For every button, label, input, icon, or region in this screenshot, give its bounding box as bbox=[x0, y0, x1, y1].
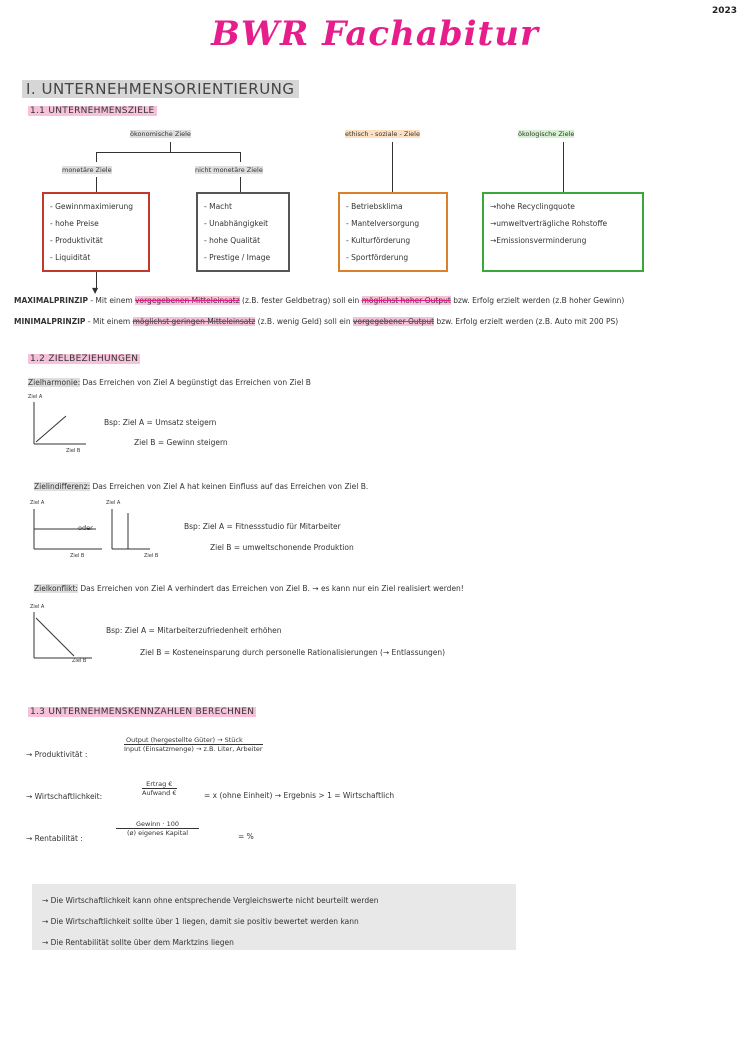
zielindifferenz-bsp: Bsp: Ziel A = Fitnessstudio für Mitarbeiter bbox=[184, 522, 341, 531]
zielindifferenz-label: Zielindifferenz: bbox=[34, 482, 91, 491]
graph-harmonie bbox=[24, 396, 94, 458]
list-item: - Mantelversorgung bbox=[346, 215, 440, 232]
zielkonflikt-label: Zielkonflikt: bbox=[34, 584, 78, 593]
rentabilitaet-label: → Rentabilität : bbox=[26, 834, 83, 843]
note-item: → Die Rentabilität sollte über dem Marktzins liegen bbox=[42, 932, 506, 953]
tree-line bbox=[392, 142, 393, 192]
note-item: → Die Wirtschaftlichkeit sollte über 1 liegen, damit sie positiv bewertet werden kann bbox=[42, 911, 506, 932]
box-ethisch bbox=[338, 192, 448, 272]
label-ethisch-text: ethisch - soziale - Ziele bbox=[345, 130, 420, 138]
rentabilitaet-formula bbox=[116, 820, 199, 837]
minimalprinzip-text-d: vorgegebener Output bbox=[353, 317, 435, 326]
list-item: - Unabhängigkeit bbox=[204, 215, 282, 232]
rentabilitaet-numerator: Gewinn · 100 bbox=[116, 820, 199, 829]
axis-label-b: Ziel B bbox=[70, 553, 85, 559]
axis-label-b: Ziel B bbox=[144, 553, 159, 559]
zielkonflikt-text: Das Erreichen von Ziel A verhindert das Erreichen von Ziel B. → es kann nur ein Ziel realisiert werden! bbox=[80, 584, 464, 593]
label-oekologisch-text: ökologische Ziele bbox=[518, 130, 575, 138]
wirtschaftlichkeit-label: → Wirtschaftlichkeit: bbox=[26, 792, 103, 801]
axis-label-a: Ziel A bbox=[30, 500, 45, 506]
maximalprinzip-label: MAXIMALPRINZIP bbox=[14, 296, 88, 305]
tree-line bbox=[240, 152, 241, 162]
list-item: → Emissionsverminderung bbox=[490, 232, 636, 249]
list-item: - Prestige / Image bbox=[204, 249, 282, 266]
subsection-heading-relations-text: 1.2 ZIELBEZIEHUNGEN bbox=[30, 354, 139, 364]
produktivitaet-denominator: Input (Einsatzmenge) → z.B. Liter, Arbeiter bbox=[124, 745, 263, 753]
list-item: → hohe Recyclingquote bbox=[490, 198, 636, 215]
label-ethisch bbox=[345, 130, 420, 138]
subsection-heading-kennzahlen bbox=[28, 707, 256, 717]
list-item: - Betriebsklima bbox=[346, 198, 440, 215]
tree-line bbox=[96, 152, 97, 162]
maximalprinzip-text-e: bzw. Erfolg erzielt werden (z.B hoher Gewinn) bbox=[453, 296, 625, 305]
graph-indifferenz-2 bbox=[104, 505, 154, 555]
wirtschaftlichkeit-result: = x (ohne Einheit) → Ergebnis > 1 = Wirtschaftlich bbox=[204, 791, 395, 800]
tree-line bbox=[96, 152, 241, 153]
list-item: - Liquidität bbox=[50, 249, 142, 266]
rentabilitaet-denominator: (ø) eigenes Kapital bbox=[126, 829, 189, 837]
wirtschaftlichkeit-numerator: Ertrag € bbox=[142, 780, 177, 789]
subsection-heading-relations bbox=[28, 354, 140, 364]
zielindifferenz-bsp2: Ziel B = umweltschonende Produktion bbox=[210, 543, 354, 552]
zielharmonie-bsp2: Ziel B = Gewinn steigern bbox=[134, 438, 228, 447]
subsection-heading-goals-text: 1.1 UNTERNEHMENSZIELE bbox=[30, 106, 155, 116]
tree-line bbox=[240, 177, 241, 192]
maximalprinzip-line bbox=[14, 296, 624, 305]
maximalprinzip-text-a: - Mit einem bbox=[90, 296, 133, 305]
produktivitaet-label: → Produktivität : bbox=[26, 750, 88, 759]
list-item: - hohe Qualität bbox=[204, 232, 282, 249]
tree-line bbox=[170, 142, 171, 152]
graph-indifferenz-1 bbox=[26, 505, 106, 555]
tree-line bbox=[96, 177, 97, 192]
axis-label-b: Ziel B bbox=[66, 448, 81, 454]
label-nichtmonetaer-text: nicht monetäre Ziele bbox=[195, 166, 263, 174]
axis-label-a: Ziel A bbox=[106, 500, 121, 506]
produktivitaet-numerator: Output (hergestellte Güter) → Stück bbox=[124, 736, 263, 745]
subsection-heading-goals bbox=[28, 106, 157, 116]
maximalprinzip-text-c: (z.B. fester Geldbetrag) soll ein bbox=[242, 296, 360, 305]
zielharmonie-line bbox=[28, 378, 311, 387]
axis-label-a: Ziel A bbox=[28, 394, 43, 400]
subsection-heading-kennzahlen-text: 1.3 UNTERNEHMENSKENNZAHLEN BERECHNEN bbox=[30, 707, 255, 717]
minimalprinzip-line bbox=[14, 317, 618, 326]
list-item: - Sportförderung bbox=[346, 249, 440, 266]
rentabilitaet-result: = % bbox=[238, 832, 254, 841]
list-item: - Kulturförderung bbox=[346, 232, 440, 249]
box-oekologisch bbox=[482, 192, 644, 272]
zielharmonie-label: Zielharmonie: bbox=[28, 378, 81, 387]
notes-box bbox=[32, 884, 516, 950]
wirtschaftlichkeit-formula bbox=[142, 780, 177, 797]
label-oekonomisch-text: ökonomische Ziele bbox=[130, 130, 191, 138]
zielkonflikt-bsp2: Ziel B = Kosteneinsparung durch personelle Rationalisierungen (→ Entlassungen) bbox=[140, 648, 446, 657]
maximalprinzip-text-d: möglichst hoher Output bbox=[361, 296, 451, 305]
zielkonflikt-line bbox=[34, 584, 464, 593]
page-title: BWR Fachabitur bbox=[211, 14, 539, 54]
minimalprinzip-text-e: bzw. Erfolg erzielt werden (z.B. Auto mit 200 PS) bbox=[436, 317, 619, 326]
label-nichtmonetaer bbox=[195, 166, 263, 174]
list-item: → umweltverträgliche Rohstoffe bbox=[490, 215, 636, 232]
list-item: - Macht bbox=[204, 198, 282, 215]
oder-label: oder bbox=[78, 524, 93, 532]
year-label: 2023 bbox=[712, 6, 738, 16]
zielharmonie-text: Das Erreichen von Ziel A begünstigt das Erreichen von Ziel B bbox=[82, 378, 311, 387]
arrow-down-icon: ▼ bbox=[92, 286, 99, 295]
tree-line bbox=[563, 142, 564, 192]
minimalprinzip-label: MINIMALPRINZIP bbox=[14, 317, 86, 326]
produktivitaet-formula bbox=[124, 736, 263, 753]
zielharmonie-bsp: Bsp: Ziel A = Umsatz steigern bbox=[104, 418, 217, 427]
minimalprinzip-text-b: möglichst geringen Mitteleinsatz bbox=[132, 317, 256, 326]
graph-konflikt bbox=[26, 608, 96, 664]
label-oekonomisch bbox=[130, 130, 191, 138]
list-item: - Gewinnmaximierung bbox=[50, 198, 142, 215]
section-heading-text: I. UNTERNEHMENSORIENTIERUNG bbox=[22, 80, 299, 98]
list-item: - Produktivität bbox=[50, 232, 142, 249]
axis-label-a: Ziel A bbox=[30, 604, 45, 610]
minimalprinzip-text-a: - Mit einem bbox=[87, 317, 131, 326]
zielindifferenz-line bbox=[34, 482, 368, 491]
wirtschaftlichkeit-denominator: Aufwand € bbox=[142, 789, 177, 797]
label-oekologisch bbox=[518, 130, 574, 138]
label-monetaer-text: monetäre Ziele bbox=[62, 166, 112, 174]
list-item: - hohe Preise bbox=[50, 215, 142, 232]
minimalprinzip-text-c: (z.B. wenig Geld) soll ein bbox=[257, 317, 351, 326]
maximalprinzip-text-b: vorgegebenen Mitteleinsatz bbox=[135, 296, 240, 305]
note-item: → Die Wirtschaftlichkeit kann ohne entsprechende Vergleichswerte nicht beurteilt werden bbox=[42, 890, 506, 911]
section-heading bbox=[22, 80, 299, 98]
zielkonflikt-bsp: Bsp: Ziel A = Mitarbeiterzufriedenheit erhöhen bbox=[106, 626, 282, 635]
label-monetaer bbox=[62, 166, 112, 174]
zielindifferenz-text: Das Erreichen von Ziel A hat keinen Einfluss auf das Erreichen von Ziel B. bbox=[92, 482, 369, 491]
box-monetaer bbox=[42, 192, 150, 272]
axis-label-b: Ziel B bbox=[72, 658, 87, 664]
box-nichtmonetaer bbox=[196, 192, 290, 272]
